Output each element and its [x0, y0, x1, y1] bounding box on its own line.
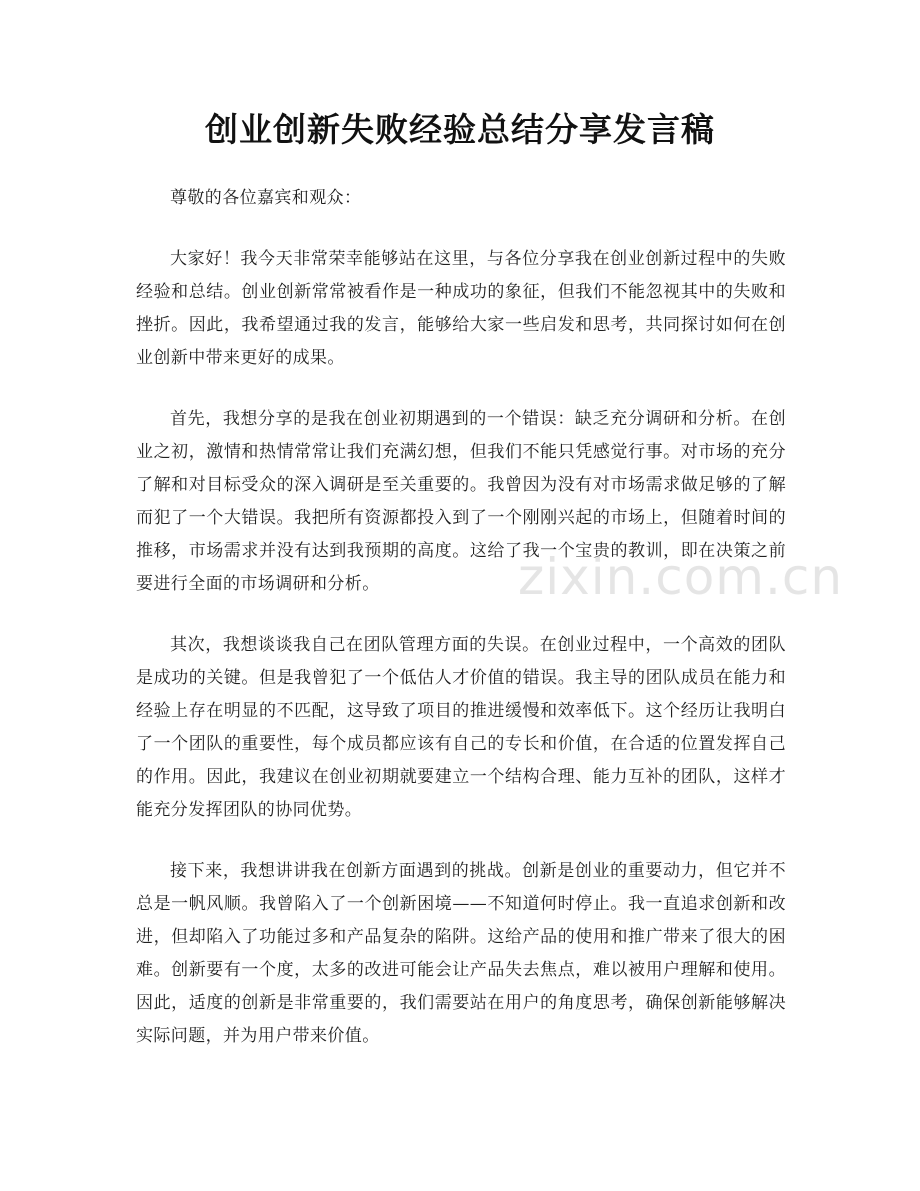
- watermark: zixin.com.cn: [518, 548, 844, 606]
- paragraph-research-mistake: 首先，我想分享的是我在创业初期遇到的一个错误：缺乏充分调研和分析。在创业之初，激情和热情常常让我们充满幻想，但我们不能只凭感觉行事。对市场的充分了解和对目标受众的深入调研是至关重要的。我曾因为没有对市场需求做足够的了解而犯了一个大错误。我把所有资源都投入到了一个刚刚兴起的市场上，但随着时间的推移，市场需求并没有达到我预期的高度。这给了我一个宝贵的教训，即在决策之前要进行全面的市场调研和分析。: [136, 409, 786, 594]
- paragraph-innovation-challenge: 接下来，我想讲讲我在创新方面遇到的挑战。创新是创业的重要动力，但它并不总是一帆风顺。我曾陷入了一个创新困境——不知道何时停止。我一直追求创新和改进，但却陷入了功能过多和产品复杂的陷阱。这给产品的使用和推广带来了很大的困难。创新要有一个度，太多的改进可能会让产品失去焦点，难以被用户理解和使用。因此，适度的创新是非常重要的，我们需要站在用户的角度思考，确保创新能够解决实际问题，并为用户带来价值。: [136, 861, 786, 1046]
- document-body: [136, 182, 786, 1081]
- paragraph-salutation: 尊敬的各位嘉宾和观众：: [170, 188, 362, 208]
- paragraph-intro: 大家好！我今天非常荣幸能够站在这里，与各位分享我在创业创新过程中的失败经验和总结。创业创新常常被看作是一种成功的象征，但我们不能忽视其中的失败和挫折。因此，我希望通过我的发言，能够给大家一些启发和思考，共同探讨如何在创业创新中带来更好的成果。: [136, 249, 786, 368]
- paragraph-team-mistake: 其次，我想谈谈我自己在团队管理方面的失误。在创业过程中，一个高效的团队是成功的关键。但是我曾犯了一个低估人才价值的错误。我主导的团队成员在能力和经验上存在明显的不匹配，这导致了项目的推进缓慢和效率低下。这个经历让我明白了一个团队的重要性，每个成员都应该有自己的专长和价值，在合适的位置发挥自己的作用。因此，我建议在创业初期就要建立一个结构合理、能力互补的团队，这样才能充分发挥团队的协同优势。: [136, 635, 786, 820]
- document-title: 创业创新失败经验总结分享发言稿: [205, 110, 715, 149]
